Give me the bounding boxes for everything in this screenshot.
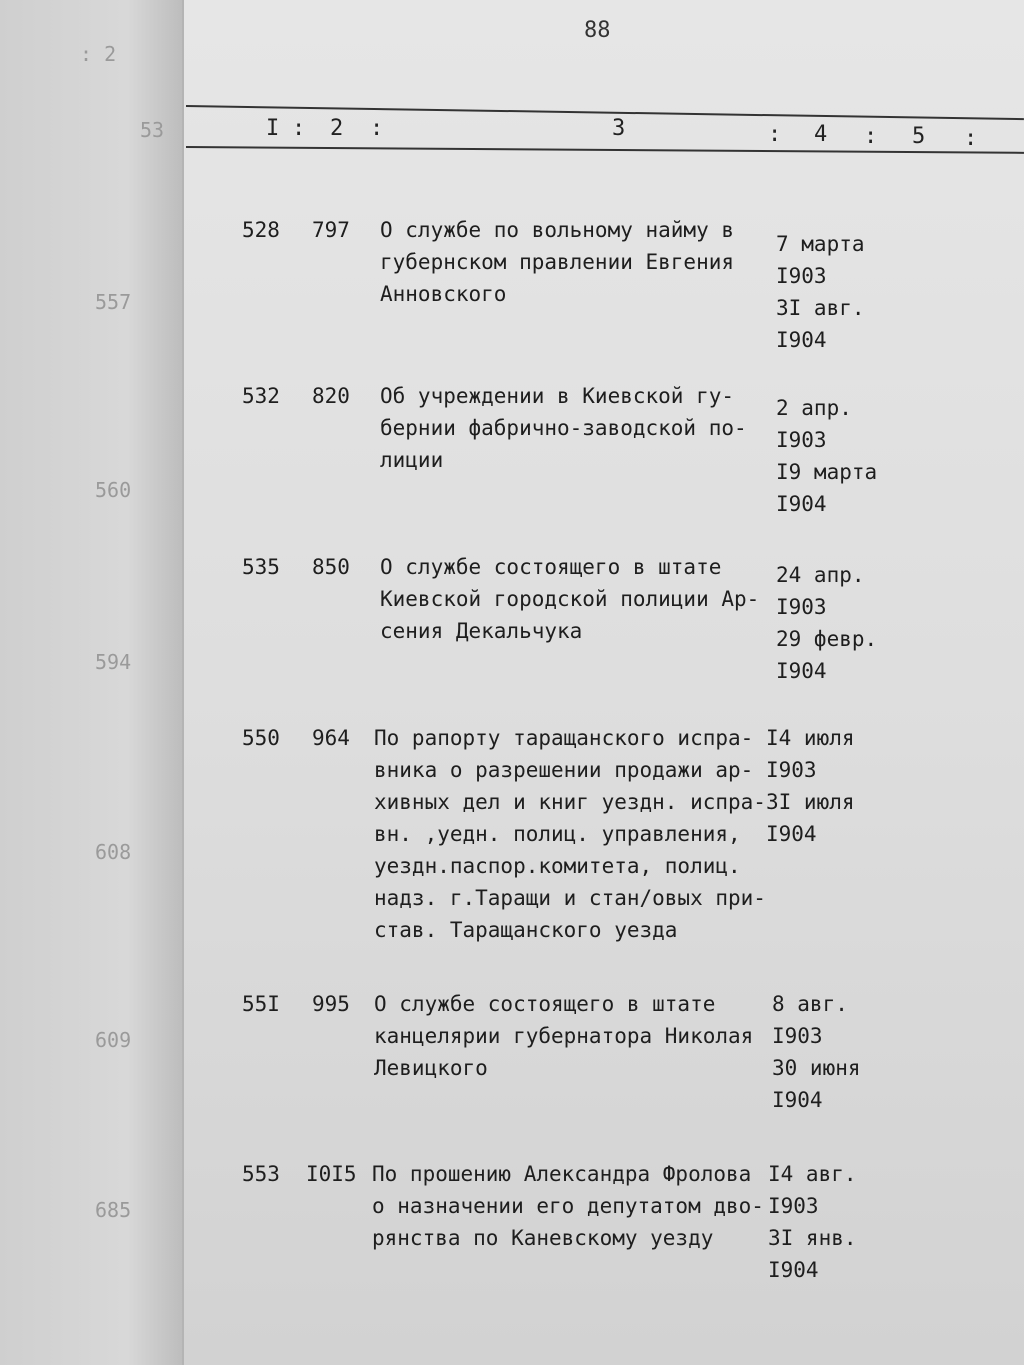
record-description: [380, 551, 780, 647]
file-number: I0I5: [306, 1162, 357, 1186]
record-number: 550: [242, 726, 280, 750]
record-dates: [766, 722, 896, 850]
record-dates: [776, 559, 906, 687]
description-line: Анновского: [380, 282, 507, 306]
description-line: уездн.паспор.комитета, полиц.: [374, 854, 741, 878]
record-description: [374, 722, 774, 946]
description-line: О службе состоящего в штате: [374, 992, 716, 1016]
date-line: I904: [772, 1088, 823, 1112]
record-dates: [768, 1158, 898, 1286]
column-separator: :: [292, 116, 306, 141]
column-header-3: 3: [612, 116, 626, 141]
description-line: вника о разрешении продажи ар-: [374, 758, 754, 782]
description-line: Левицкого: [374, 1056, 488, 1080]
description-line: По рапорту таращанского испра-: [374, 726, 754, 750]
record-description: [372, 1158, 772, 1254]
column-header-1: I: [266, 116, 280, 141]
record-number: 553: [242, 1162, 280, 1186]
header-rule-top: [186, 105, 1024, 120]
description-line: рянства по Каневскому уезду: [372, 1226, 714, 1250]
record-number: 535: [242, 555, 280, 579]
column-separator: :: [864, 124, 878, 149]
file-number: 820: [312, 384, 350, 408]
column-header-4: 4: [814, 122, 828, 147]
description-line: став. Таращанского уезда: [374, 918, 678, 942]
record-description: [380, 214, 780, 310]
date-line: I904: [766, 822, 817, 846]
date-line: I904: [776, 492, 827, 516]
column-header-5: 5: [912, 124, 926, 149]
description-line: вн. ,уедн. полиц. управления,: [374, 822, 741, 846]
date-line: 30 июня: [772, 1056, 861, 1080]
record-dates: [776, 228, 906, 356]
date-line: 3I июля: [766, 790, 855, 814]
page-number: 88: [584, 18, 611, 43]
date-line: I903: [776, 428, 827, 452]
date-line: I9 марта: [776, 460, 878, 484]
file-number: 995: [312, 992, 350, 1016]
date-line: I904: [776, 328, 827, 352]
date-line: I903: [776, 595, 827, 619]
record-number: 532: [242, 384, 280, 408]
date-line: I903: [766, 758, 817, 782]
column-separator: :: [964, 126, 978, 151]
description-line: надз. г.Таращи и стан/овых при-: [374, 886, 766, 910]
description-line: лиции: [380, 448, 444, 472]
column-header-2: 2: [330, 116, 344, 141]
file-number: 964: [312, 726, 350, 750]
record-dates: [772, 988, 902, 1116]
date-line: 3I янв.: [768, 1226, 857, 1250]
column-separator: :: [768, 122, 782, 147]
record-description: [380, 380, 780, 476]
description-line: сения Декальчука: [380, 619, 583, 643]
previous-page-edge: : 2 53 557 560 594 608 609 685: [0, 0, 184, 1365]
date-line: I904: [768, 1258, 819, 1282]
date-line: 29 февр.: [776, 627, 878, 651]
date-line: 24 апр.: [776, 563, 865, 587]
description-line: канцелярии губернатора Николая: [374, 1024, 754, 1048]
record-number: 55I: [242, 992, 280, 1016]
date-line: I903: [768, 1194, 819, 1218]
column-separator: :: [370, 116, 384, 141]
description-line: Об учреждении в Киевской гу-: [380, 384, 735, 408]
file-number: 797: [312, 218, 350, 242]
date-line: I903: [772, 1024, 823, 1048]
record-dates: [776, 392, 906, 520]
record-number: 528: [242, 218, 280, 242]
description-line: о назначении его депутатом дво-: [372, 1194, 764, 1218]
date-line: 2 апр.: [776, 396, 852, 420]
description-line: хивных дел и книг уездн. испра-: [374, 790, 766, 814]
date-line: 3I авг.: [776, 296, 865, 320]
date-line: I4 июля: [766, 726, 855, 750]
description-line: По прошению Александра Фролова: [372, 1162, 752, 1186]
header-rule-bottom: [186, 146, 1024, 154]
date-line: 7 марта: [776, 232, 865, 256]
file-number: 850: [312, 555, 350, 579]
record-description: [374, 988, 774, 1084]
description-line: О службе по вольному найму в: [380, 218, 735, 242]
description-line: Киевской городской полиции Ар-: [380, 587, 760, 611]
document-page: [184, 0, 1024, 1365]
description-line: О службе состоящего в штате: [380, 555, 722, 579]
description-line: губернском правлении Евгения: [380, 250, 735, 274]
description-line: бернии фабрично-заводской по-: [380, 416, 747, 440]
date-line: I904: [776, 659, 827, 683]
date-line: I903: [776, 264, 827, 288]
date-line: 8 авг.: [772, 992, 848, 1016]
date-line: I4 авг.: [768, 1162, 857, 1186]
